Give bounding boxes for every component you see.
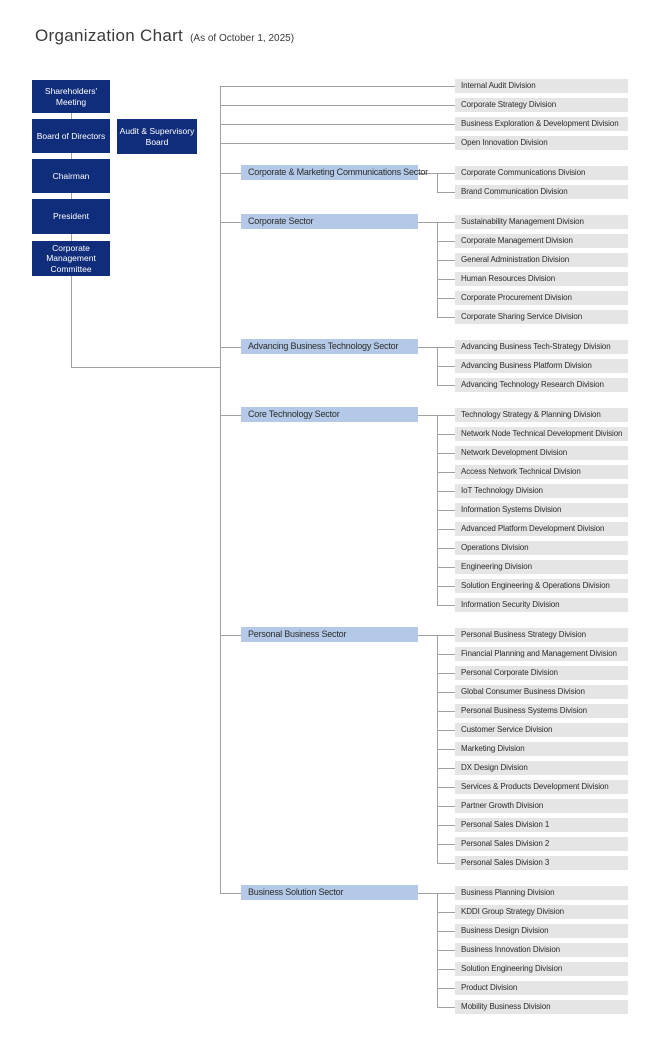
division-box: Network Node Technical Development Division [455,427,628,441]
connector-line [437,806,455,807]
sector-box-advancing-business-technology-sector: Advancing Business Technology Sector [241,339,418,354]
connector-line [437,950,455,951]
division-box: Access Network Technical Division [455,465,628,479]
division-box: Solution Engineering & Operations Division [455,579,628,593]
connector-line [71,367,221,368]
connector-line [437,768,455,769]
division-box: Personal Corporate Division [455,666,628,680]
connector-line [437,279,455,280]
page-title: Organization Chart [35,26,184,45]
division-box: Marketing Division [455,742,628,756]
division-box: Corporate Communications Division [455,166,628,180]
division-box: Corporate Strategy Division [455,98,628,112]
connector-line [437,529,455,530]
division-box: Solution Engineering Division [455,962,628,976]
connector-line [437,567,455,568]
division-box: KDDI Group Strategy Division [455,905,628,919]
sector-box-business-solution-sector: Business Solution Sector [241,885,418,900]
connector-line [437,173,438,193]
division-box: General Administration Division [455,253,628,267]
division-box: Advancing Business Tech-Strategy Division [455,340,628,354]
division-box: Human Resources Division [455,272,628,286]
sector-box-personal-business-sector: Personal Business Sector [241,627,418,642]
page-subtitle: (As of October 1, 2025) [190,33,295,44]
connector-line [437,844,455,845]
division-box: Services & Products Development Division [455,780,628,794]
division-box: Open Innovation Division [455,136,628,150]
connector-line [220,105,455,106]
connector-line [437,749,455,750]
connector-line [437,673,455,674]
sector-box-core-technology-sector: Core Technology Sector [241,407,418,422]
connector-line [437,548,455,549]
division-box: Business Innovation Division [455,943,628,957]
connector-line [220,635,241,636]
division-box: Financial Planning and Management Division [455,647,628,661]
division-box: Brand Communication Division [455,185,628,199]
division-box: Personal Business Strategy Division [455,628,628,642]
president-box: President [32,199,110,234]
connector-line [437,654,455,655]
connector-line [437,192,455,193]
audit-supervisory-board-box: Audit & Supervisory Board [117,119,197,154]
connector-line [437,787,455,788]
connector-line [437,912,455,913]
connector-line [437,988,455,989]
division-box: Personal Sales Division 2 [455,837,628,851]
connector-line [437,385,455,386]
division-box: Advancing Business Platform Division [455,359,628,373]
connector-line [437,472,455,473]
connector-line [437,605,455,606]
division-box: Business Planning Division [455,886,628,900]
connector-line [437,969,455,970]
sector-box-corporate-sector: Corporate Sector [241,214,418,229]
division-box: Corporate Sharing Service Division [455,310,628,324]
division-box: Advanced Platform Development Division [455,522,628,536]
division-box: IoT Technology Division [455,484,628,498]
connector-line [437,711,455,712]
connector-line [437,241,455,242]
division-box: Personal Business Systems Division [455,704,628,718]
division-box: Personal Sales Division 1 [455,818,628,832]
division-box: Information Systems Division [455,503,628,517]
connector-line [220,143,455,144]
shareholders-meeting-box: Shareholders' Meeting [32,80,110,113]
division-box: Network Development Division [455,446,628,460]
division-box: Operations Division [455,541,628,555]
division-box: Business Exploration & Development Division [455,117,628,131]
connector-line [437,863,455,864]
connector-line [437,1007,455,1008]
connector-line [220,173,241,174]
division-box: Information Security Division [455,598,628,612]
connector-line [437,317,455,318]
chairman-box: Chairman [32,159,110,193]
connector-line [437,222,438,318]
connector-line [437,453,455,454]
connector-line [220,893,241,894]
connector-line [437,730,455,731]
division-box: Engineering Division [455,560,628,574]
connector-line [220,222,241,223]
title-row [35,26,294,46]
division-box: Global Consumer Business Division [455,685,628,699]
connector-line [437,298,455,299]
division-box: Mobility Business Division [455,1000,628,1014]
division-box: Personal Sales Division 3 [455,856,628,870]
board-of-directors-box: Board of Directors [32,119,110,153]
division-box: Corporate Management Division [455,234,628,248]
connector-line [437,366,455,367]
connector-line [220,124,455,125]
sector-box-corporate-marketing-communications-sector: Corporate & Marketing Communications Sector [241,165,418,180]
connector-line [220,86,455,87]
division-box: Technology Strategy & Planning Division [455,408,628,422]
division-box: Corporate Procurement Division [455,291,628,305]
division-box: Customer Service Division [455,723,628,737]
connector-line [220,347,241,348]
corporate-management-committee-box: Corporate Management Committee [32,241,110,276]
division-box: Partner Growth Division [455,799,628,813]
division-box: DX Design Division [455,761,628,775]
connector-line [220,415,241,416]
connector-line [437,510,455,511]
division-box: Business Design Division [455,924,628,938]
connector-line [437,586,455,587]
division-box: Sustainability Management Division [455,215,628,229]
connector-line [220,86,221,894]
division-box: Product Division [455,981,628,995]
connector-line [437,434,455,435]
division-box: Advancing Technology Research Division [455,378,628,392]
connector-line [437,491,455,492]
division-box: Internal Audit Division [455,79,628,93]
connector-line [437,931,455,932]
connector-line [437,825,455,826]
connector-line [437,692,455,693]
connector-line [437,260,455,261]
